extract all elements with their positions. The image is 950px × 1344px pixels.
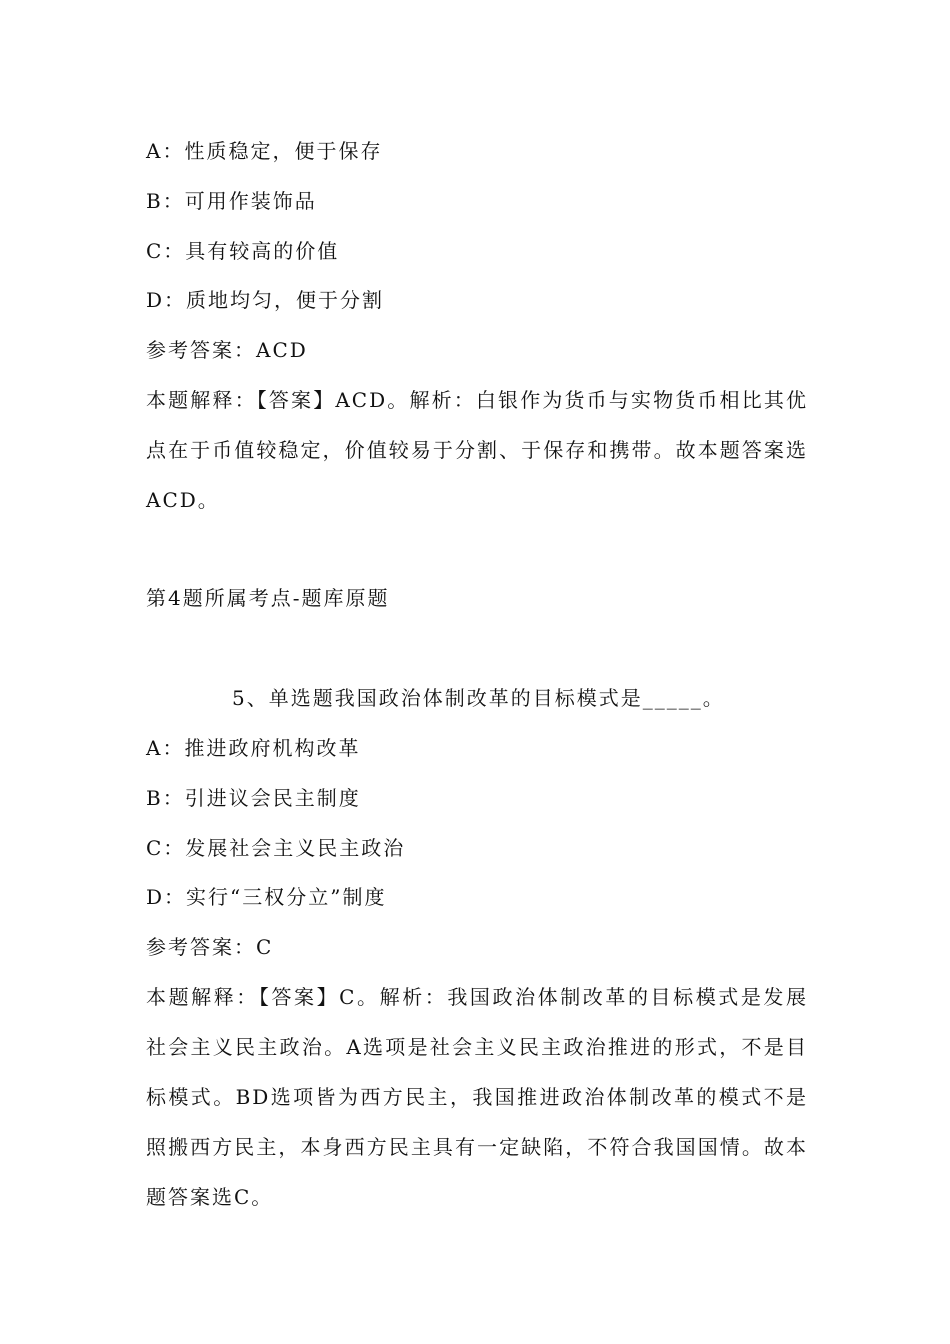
q5-option-c: C：发展社会主义民主政治 xyxy=(146,836,406,860)
q5-answer: 参考答案：C xyxy=(146,935,274,959)
q3-option-a: A：性质稳定，便于保存 xyxy=(146,139,383,163)
q3-option-b: B：可用作装饰品 xyxy=(146,189,317,213)
q5-question: 5、单选题我国政治体制改革的目标模式是_____。 xyxy=(232,686,725,710)
q3-option-d: D：质地均匀，便于分割 xyxy=(146,288,385,312)
q5-option-b: B：引进议会民主制度 xyxy=(146,786,361,810)
q3-answer: 参考答案：ACD xyxy=(146,338,308,362)
q5-option-d: D：实行“三权分立”制度 xyxy=(146,885,387,909)
q3-explanation: 本题解释：【答案】ACD。解析：白银作为货币与实物货币相比其优点在于币值较稳定，价值较易于分割、于保存和携带。故本题答案选ACD。 xyxy=(146,388,808,512)
q5-option-a: A：推进政府机构改革 xyxy=(146,736,361,760)
q5-explanation: 本题解释：【答案】C。解析：我国政治体制改革的目标模式是发展社会主义民主政治。A选项是社会主义民主政治推进的形式，不是目标模式。BD选项皆为西方民主，我国推进政治体制改革的模式不是照搬西方民主，本身西方民主具有一定缺陷，不符合我国国情。故本题答案选C。 xyxy=(146,985,808,1209)
q4-topic: 第4题所属考点-题库原题 xyxy=(146,586,390,610)
q3-option-c: C：具有较高的价值 xyxy=(146,239,340,263)
